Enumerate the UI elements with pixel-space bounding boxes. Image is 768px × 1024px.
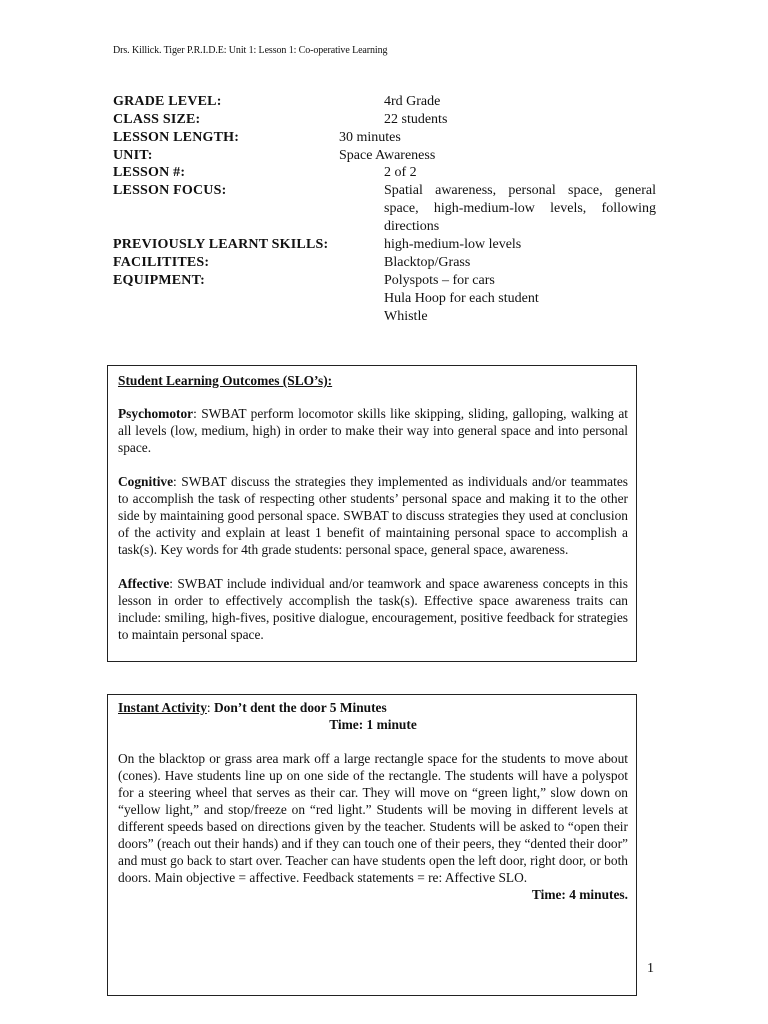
equipment-label: EQUIPMENT: bbox=[113, 273, 205, 288]
class-size-value: 22 students bbox=[384, 112, 448, 127]
unit-value: Space Awareness bbox=[339, 148, 436, 163]
grade-level-label: GRADE LEVEL: bbox=[113, 94, 222, 109]
instant-activity-body: On the blacktop or grass area mark off a large rectangle space for the students to move about (cones). Have students line up on one side of the rectangle. The students will have a polyspot for a steering wheel that serves as their car. They will move on “green light,” slow down on “yellow light,” and stop/freeze on “red light.” Students will be moving in different levels at different speeds based on directions given by the teacher. Students will be asked to “open their doors” (reach out their hands) and if they can touch one of their peers, they “dented their door” and must go back to start over. Teacher can have students open the left door, right door, or both doors. Main objective = affective. Feedback statements = re: Affective SLO. bbox=[118, 751, 628, 885]
grade-level-value: 4rd Grade bbox=[384, 94, 441, 109]
page-number: 1 bbox=[647, 961, 654, 976]
facilities-value: Blacktop/Grass bbox=[384, 255, 471, 270]
affective-label: Affective bbox=[118, 576, 170, 591]
cognitive-label: Cognitive bbox=[118, 474, 174, 489]
lesson-focus-label: LESSON FOCUS: bbox=[113, 183, 227, 198]
instant-activity-content bbox=[118, 699, 628, 903]
affective-paragraph bbox=[118, 575, 628, 643]
instant-activity-label: Instant Activity bbox=[118, 700, 207, 715]
affective-text: : SWBAT include individual and/or teamwork and space awareness concepts in this lesson in order to effectively accomplish the task(s). Effective space awareness traits can include: smiling, high-fives, positive dialogue, encouragement, positive feedback for strategies to maintain personal space. bbox=[118, 576, 628, 642]
previous-skills-label: PREVIOUSLY LEARNT SKILLS: bbox=[113, 237, 329, 252]
slo-content bbox=[118, 372, 628, 643]
instant-activity-title: Don’t dent the door 5 Minutes bbox=[213, 700, 387, 715]
lesson-focus-value: Spatial awareness, personal space, general space, high-medium-low levels, following directions bbox=[384, 183, 656, 234]
running-header: Drs. Killick. Tiger P.R.I.D.E: Unit 1: Lesson 1: Co-operative Learning bbox=[113, 45, 388, 56]
instant-activity-time-1: Time: 1 minute bbox=[329, 717, 417, 732]
previous-skills-value: high-medium-low levels bbox=[384, 237, 522, 252]
slo-title: Student Learning Outcomes (SLO’s): bbox=[118, 373, 333, 388]
lesson-length-value: 30 minutes bbox=[339, 130, 401, 145]
instant-activity-time-2: Time: 4 minutes. bbox=[531, 887, 628, 902]
facilities-label: FACILITITES: bbox=[113, 255, 210, 270]
lesson-length-label: LESSON LENGTH: bbox=[113, 130, 240, 145]
unit-label: UNIT: bbox=[113, 148, 153, 163]
cognitive-text: : SWBAT discuss the strategies they implemented as individuals and/or teammates to accomplish the task of respecting other students’ personal space and making it to the other side by maintaining good personal space. SWBAT to discuss strategies they used at conclusion of the activity and explain at least 1 benefit of maintaining personal space to accomplish a task(s). Key words for 4th grade students: personal space, general space, awareness. bbox=[118, 474, 628, 557]
cognitive-paragraph bbox=[118, 473, 628, 558]
class-size-label: CLASS SIZE: bbox=[113, 112, 201, 127]
equipment-item: Polyspots – for cars bbox=[384, 273, 495, 288]
lesson-number-value: 2 of 2 bbox=[384, 165, 417, 180]
psychomotor-label: Psychomotor bbox=[118, 406, 194, 421]
psychomotor-paragraph bbox=[118, 405, 628, 456]
equipment-item: Whistle bbox=[384, 309, 428, 324]
slo-box bbox=[107, 365, 637, 662]
psychomotor-text: : SWBAT perform locomotor skills like skipping, sliding, galloping, walking at all levels (low, medium, high) in order to make their way into general space and into personal space. bbox=[118, 406, 628, 455]
instant-activity-box bbox=[107, 694, 637, 996]
equipment-item: Hula Hoop for each student bbox=[384, 291, 539, 306]
instant-activity-colon: : bbox=[206, 700, 214, 715]
instant-activity-heading bbox=[118, 699, 628, 716]
lesson-number-label: LESSON #: bbox=[113, 165, 186, 180]
